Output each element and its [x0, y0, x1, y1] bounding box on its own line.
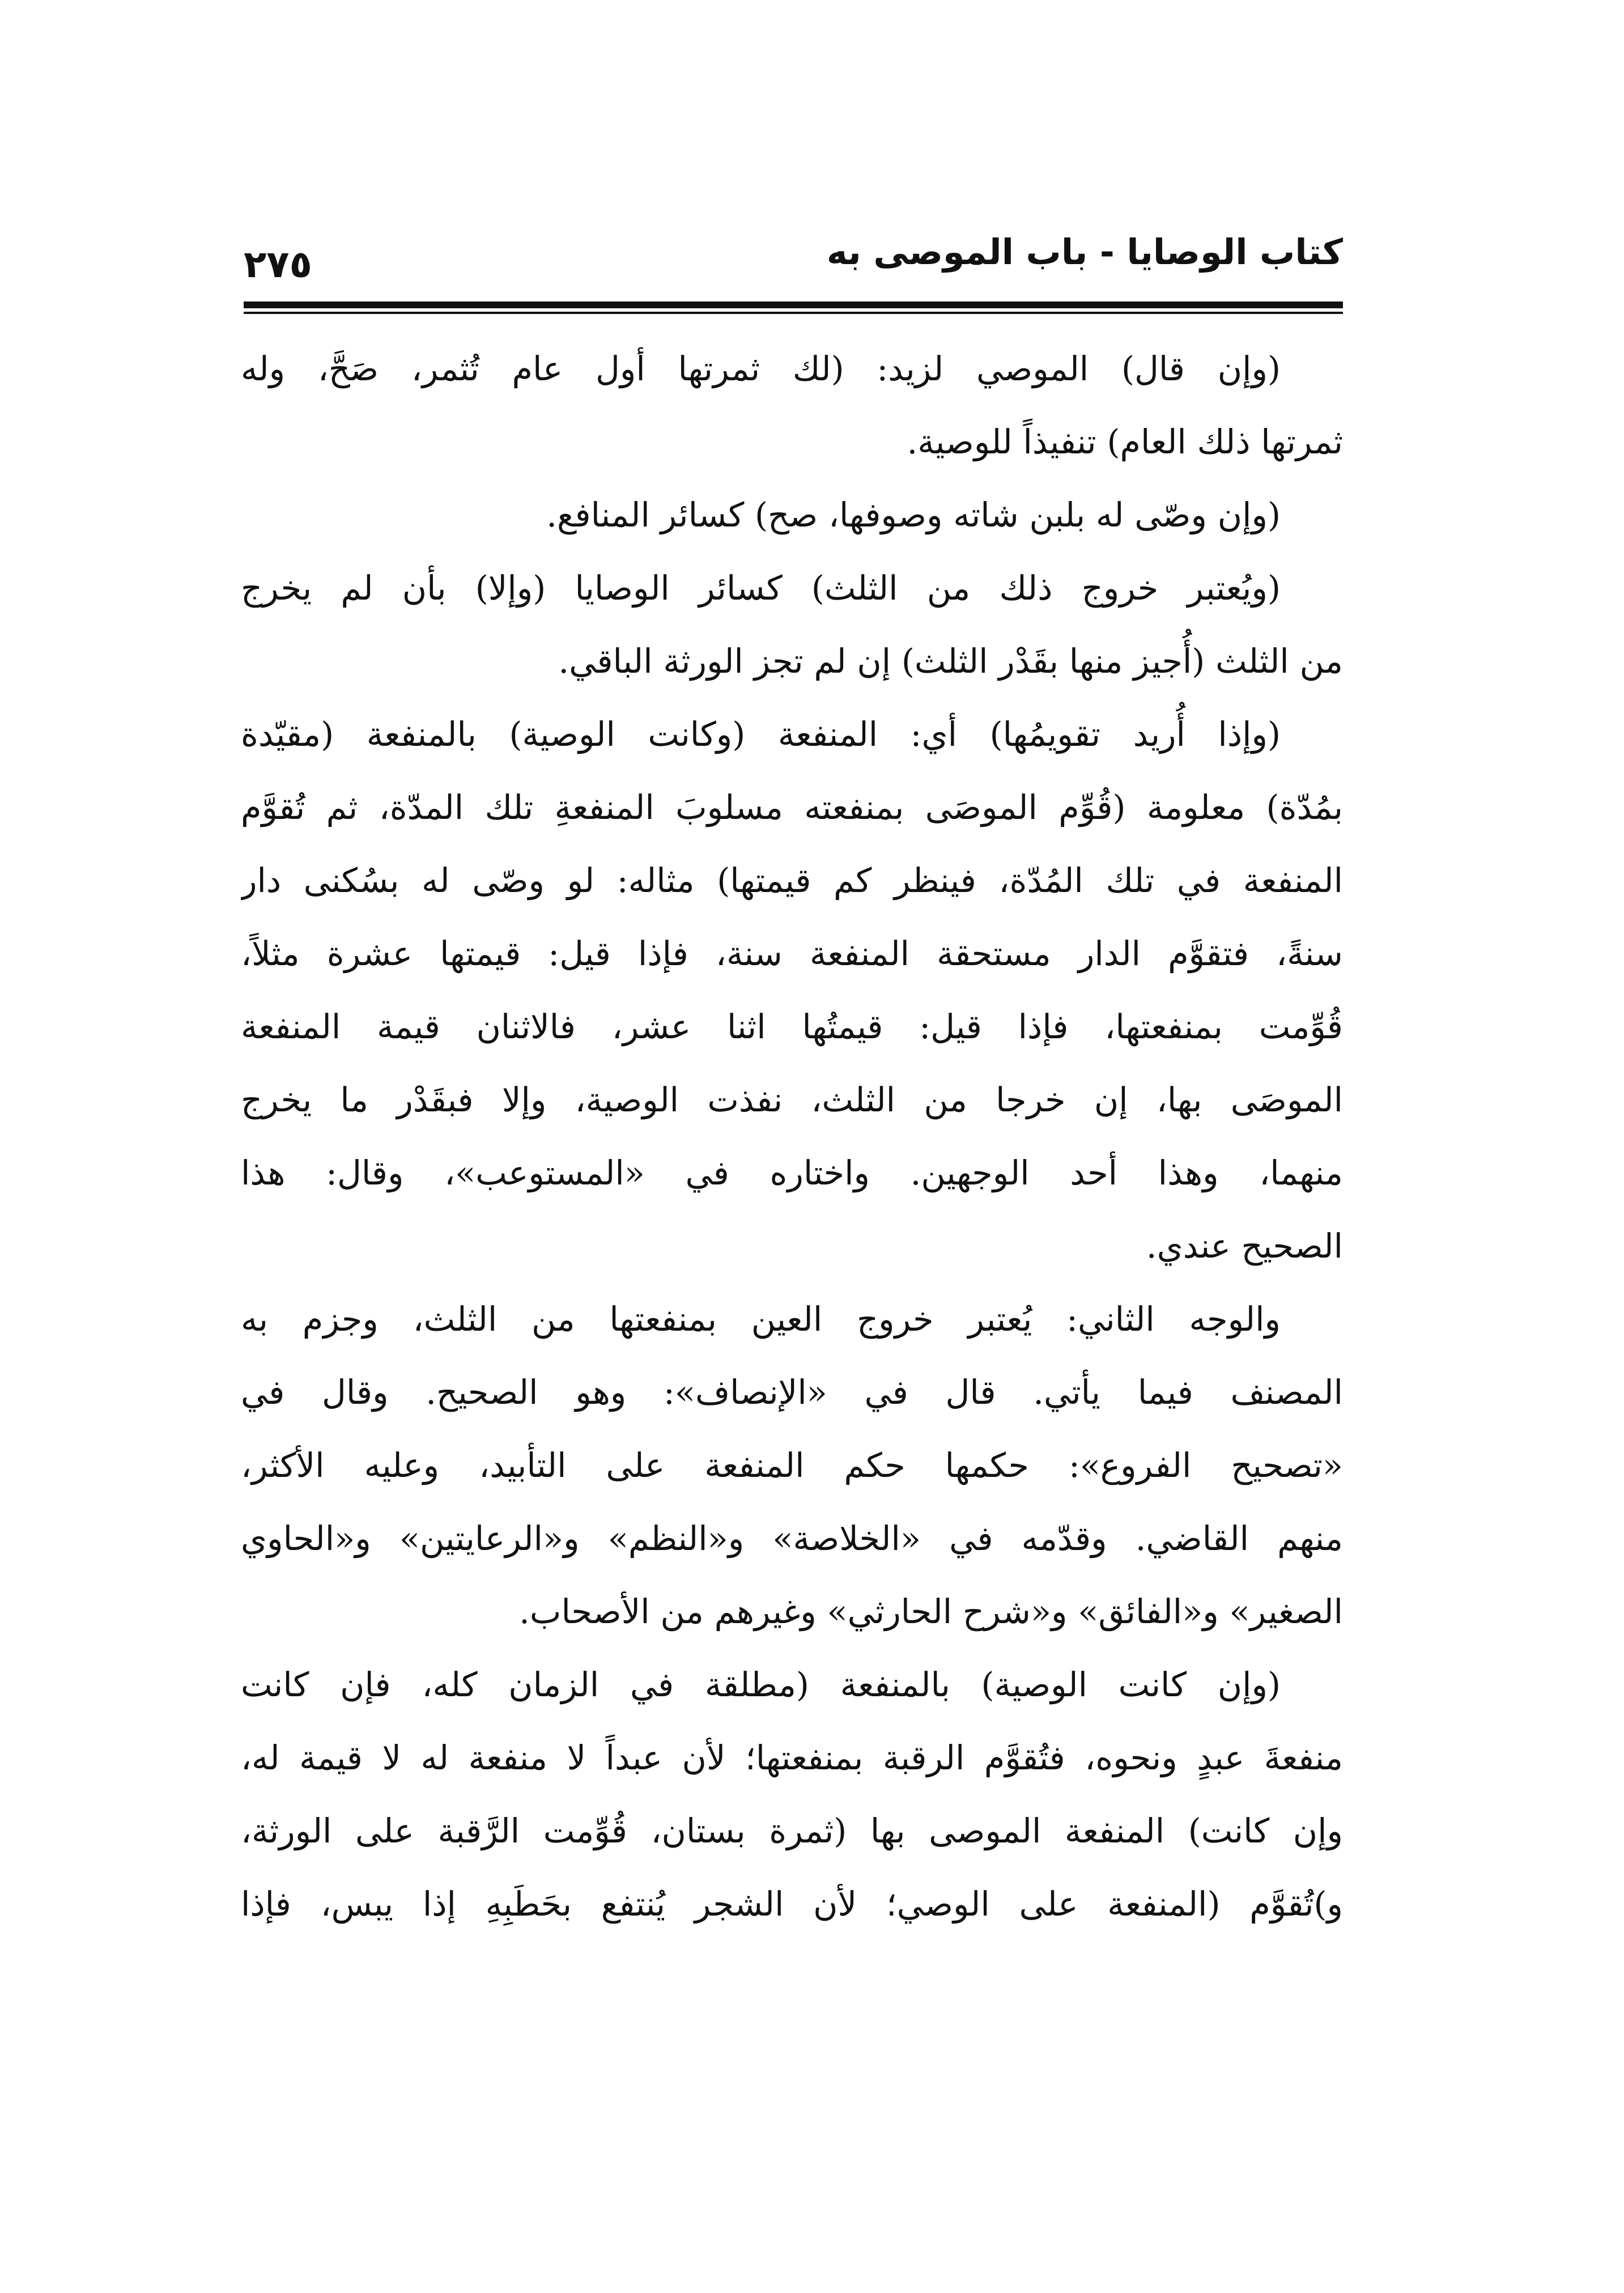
text-line: «تصحيح الفروع»: حكمها حكم المنفعة على التأبيد، وعليه الأكثر،	[241, 1446, 1343, 1485]
body-text	[241, 332, 1343, 1940]
text-line: ثمرتها ذلك العام) تنفيذاً للوصية.	[907, 422, 1343, 461]
text-line: (وإن قال) الموصي لزيد: (لك ثمرتها أول عام تُثمر، صَحَّ، وله	[241, 349, 1281, 388]
text-line: من الثلث (أُجيز منها بقَدْر الثلث) إن لم تجز الورثة الباقي.	[558, 642, 1343, 681]
running-head	[238, 227, 1343, 295]
text-line: الصغير» و«الفائق» و«شرح الحارثي» وغيرهم من الأصحاب.	[519, 1592, 1343, 1631]
header-rule-thin	[244, 312, 1343, 314]
text-line: الموصَى بها، إن خرجا من الثلث، نفذت الوصية، وإلا فبقَدْر ما يخرج	[241, 1080, 1343, 1119]
header-rule-thick	[244, 302, 1343, 308]
text-line: الصحيح عندي.	[1146, 1226, 1343, 1266]
text-line: (ويُعتبر خروج ذلك من الثلث) كسائر الوصايا (وإلا) بأن لم يخرج	[241, 568, 1281, 608]
text-line: (وإن كانت الوصية) بالمنفعة (مطلقة في الزمان كله، فإن كانت	[241, 1665, 1281, 1704]
text-line: سنةً، فتقوَّم الدار مستحقة المنفعة سنة، فإذا قيل: قيمتها عشرة مثلاً،	[241, 934, 1343, 973]
text-line: منفعةَ عبدٍ ونحوه، فتُقوَّم الرقبة بمنفعتها؛ لأن عبداً لا منفعة له لا قيمة له،	[241, 1738, 1343, 1777]
text-line: (وإن وصّى له بلبن شاته وصوفها، صح) كسائر المنافع.	[546, 495, 1281, 534]
text-line: منهم القاضي. وقدّمه في «الخلاصة» و«النظم» و«الرعايتين» و«الحاوي	[241, 1519, 1343, 1558]
text-line: و)تُقوَّم (المنفعة على الوصي؛ لأن الشجر يُنتفع بحَطَبِهِ إذا يبس، فإذا	[241, 1884, 1343, 1923]
text-line: والوجه الثاني: يُعتبر خروج العين بمنفعتها من الثلث، وجزم به	[241, 1300, 1281, 1339]
running-head-title: كتاب الوصايا - باب الموصى به	[826, 231, 1343, 273]
text-line: المنفعة في تلك المُدّة، فينظر كم قيمتها) مثاله: لو وصّى له بسُكنى دار	[241, 861, 1343, 900]
text-line: وإن كانت) المنفعة الموصى بها (ثمرة بستان، قُوِّمت الرَّقبة على الورثة،	[241, 1811, 1343, 1850]
text-line: (وإذا أُريد تقويمُها) أي: المنفعة (وكانت الوصية) بالمنفعة (مقيّدة	[241, 715, 1281, 754]
text-line: بمُدّة) معلومة (قُوِّم الموصَى بمنفعته مسلوبَ المنفعةِ تلك المدّة، ثم تُقوَّم	[241, 788, 1343, 827]
text-line: قُوِّمت بمنفعتها، فإذا قيل: قيمتُها اثنا عشر، فالاثنان قيمة المنفعة	[241, 1007, 1343, 1046]
text-line: منهما، وهذا أحد الوجهين. واختاره في «المستوعب»، وقال: هذا	[241, 1153, 1343, 1192]
text-line: المصنف فيما يأتي. قال في «الإنصاف»: وهو الصحيح. وقال في	[241, 1373, 1343, 1412]
page-number: ٢٧٥	[244, 243, 312, 286]
